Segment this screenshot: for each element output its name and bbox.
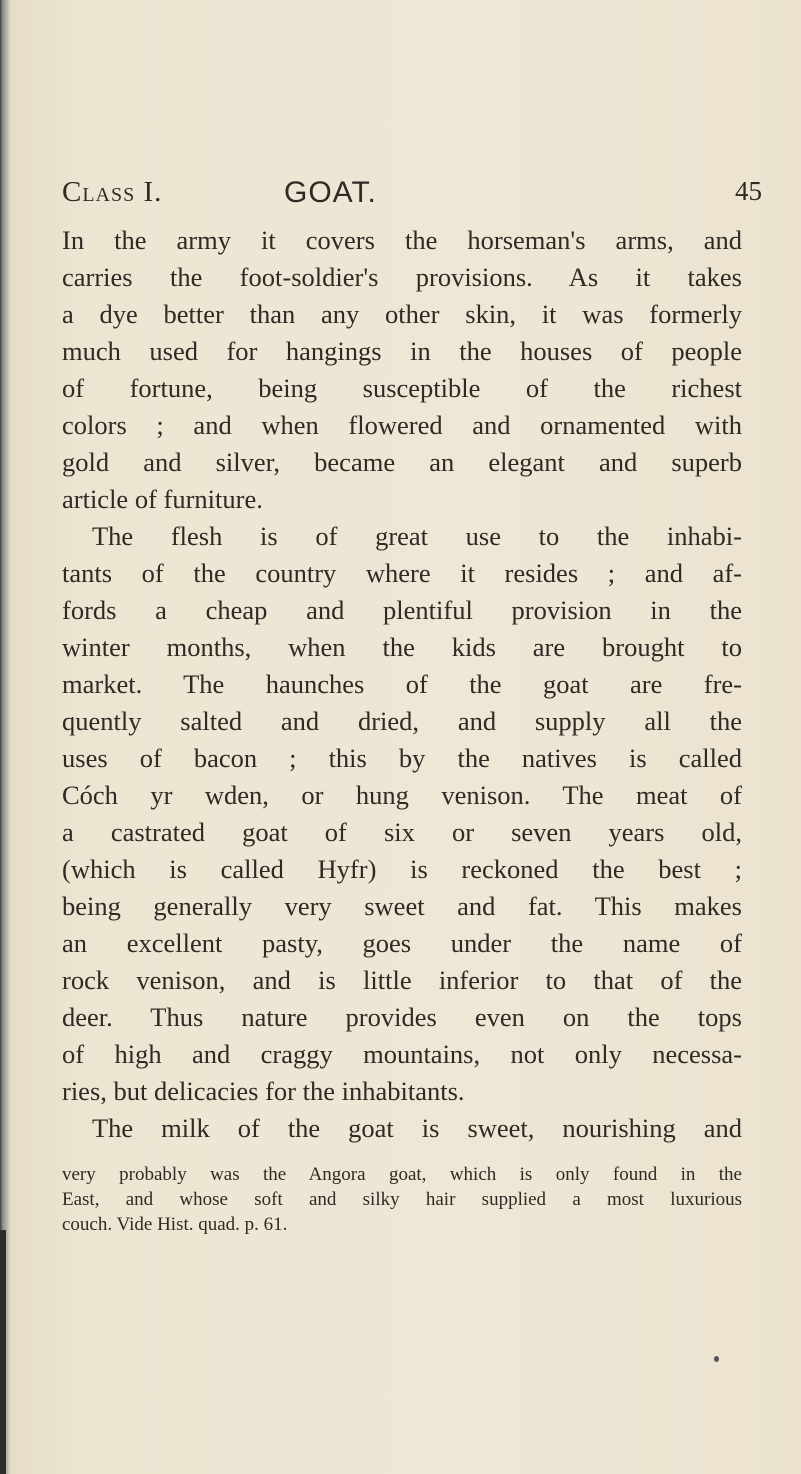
body-text	[62, 222, 742, 1147]
text-line: gold and silver, became an elegant and superb	[62, 447, 742, 477]
text-line: article of furniture.	[62, 484, 263, 514]
text-line: being generally very sweet and fat. This makes	[62, 891, 742, 921]
text-line: The milk of the goat is sweet, nourishing and	[92, 1113, 742, 1143]
page-binding-shadow	[0, 1230, 6, 1474]
text-line: The flesh is of great use to the inhabi-	[92, 521, 742, 551]
text-line: a castrated goat of six or seven years old,	[62, 817, 742, 847]
text-line: an excellent pasty, goes under the name of	[62, 928, 742, 958]
text-line: uses of bacon ; this by the natives is called	[62, 743, 742, 773]
footnote-line: couch. Vide Hist. quad. p. 61.	[62, 1214, 288, 1235]
page-number: 45	[735, 176, 762, 206]
text-line: ries, but delicacies for the inhabitants.	[62, 1076, 465, 1106]
text-line: carries the foot-soldier's provisions. As it takes	[62, 262, 742, 292]
text-line: of fortune, being susceptible of the richest	[62, 373, 742, 403]
running-header	[62, 176, 762, 216]
text-line: market. The haunches of the goat are fre-	[62, 669, 742, 699]
footnote-line: very probably was the Angora goat, which is only found in the	[62, 1164, 742, 1185]
text-line: much used for hangings in the houses of people	[62, 336, 742, 366]
text-line: deer. Thus nature provides even on the tops	[62, 1002, 742, 1032]
page-title: GOAT.	[284, 176, 377, 209]
text-line: In the army it covers the horseman's arms, and	[62, 225, 742, 255]
text-line: Cóch yr wden, or hung venison. The meat of	[62, 780, 742, 810]
text-line: colors ; and when flowered and ornamented with	[62, 410, 742, 440]
text-line: (which is called Hyfr) is reckoned the best ;	[62, 854, 742, 884]
text-line: tants of the country where it resides ; and af-	[62, 558, 742, 588]
text-line: a dye better than any other skin, it was formerly	[62, 299, 742, 329]
text-line: fords a cheap and plentiful provision in the	[62, 595, 742, 625]
text-line: of high and craggy mountains, not only necessa-	[62, 1039, 742, 1069]
text-line: rock venison, and is little inferior to that of the	[62, 965, 742, 995]
footnote-line: East, and whose soft and silky hair supplied a most luxurious	[62, 1189, 742, 1210]
text-line: winter months, when the kids are brought to	[62, 632, 742, 662]
class-label: Class I.	[62, 176, 163, 208]
text-line: quently salted and dried, and supply all the	[62, 706, 742, 736]
footnote	[62, 1162, 742, 1237]
ink-speck	[714, 1356, 719, 1362]
